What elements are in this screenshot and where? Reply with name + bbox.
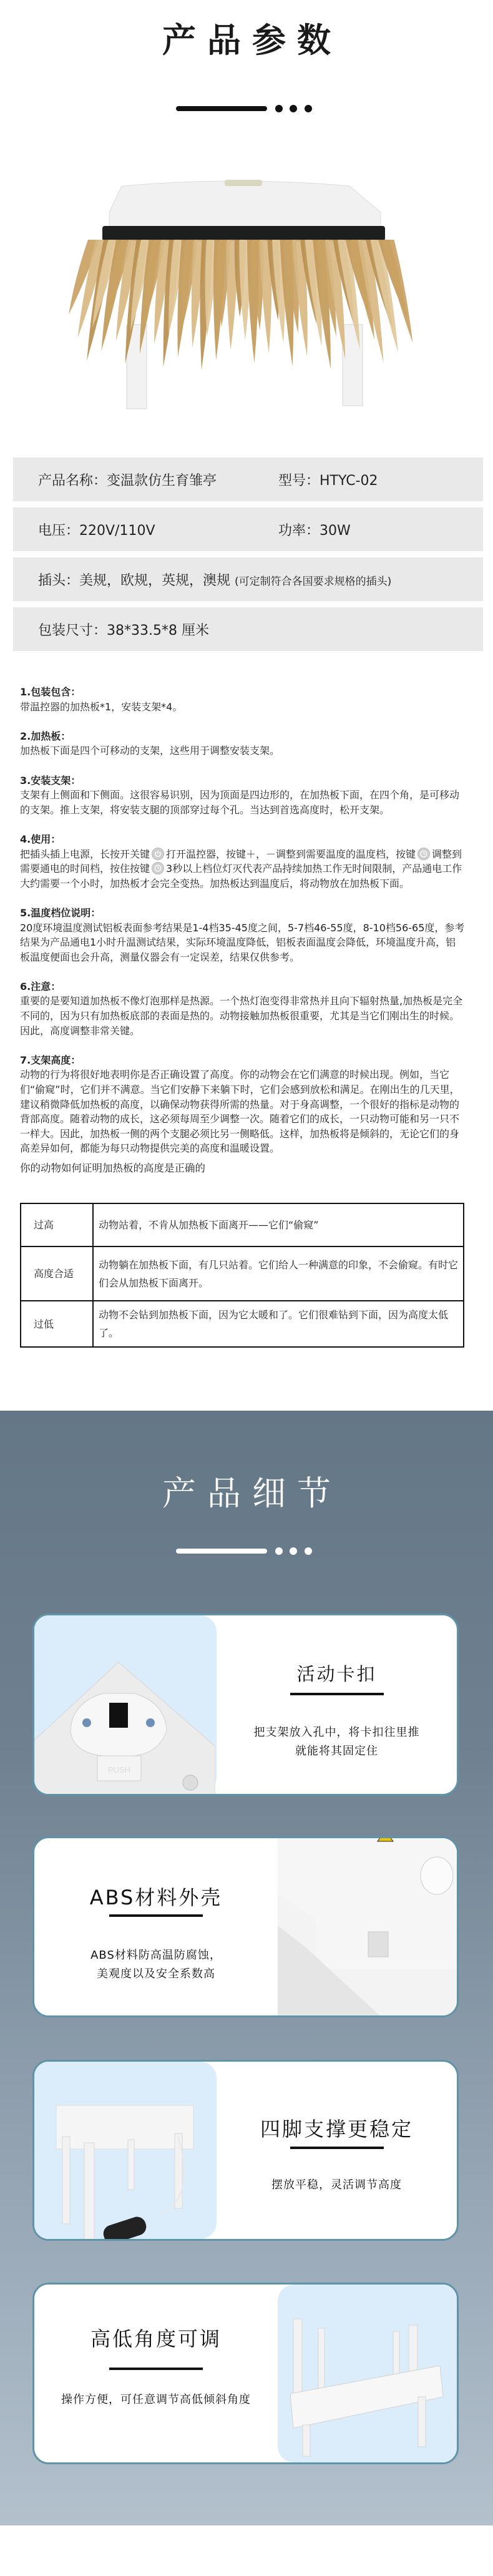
card-title: 活动卡扣 (296, 1663, 377, 1685)
table-intro: 你的动物如何证明加热板的高度是正确的 (20, 1162, 205, 1174)
title-underline (290, 2147, 384, 2149)
table-row (21, 1301, 464, 1347)
card-title: 高低角度可调 (90, 2327, 222, 2351)
clock-button-icon (152, 862, 164, 874)
row-desc: 动物躺在加热板下面，有几只站着。它们给人一种满意的印象，不会偷窥。有时它们会从加热板下面离开。 (93, 1246, 464, 1301)
title-underline (290, 1693, 384, 1695)
section-heading: 5.温度档位说明： (20, 906, 101, 919)
spec-row-name (13, 458, 483, 501)
height-table (20, 1203, 464, 1348)
title-underline (109, 1914, 203, 1917)
table-row (21, 1203, 464, 1246)
detail-card-legs (32, 2060, 459, 2241)
spec-row-size (13, 607, 483, 651)
spec-power: 功率：30W (278, 523, 351, 539)
table-row (21, 1246, 464, 1301)
instructions (20, 685, 466, 1176)
card-title: ABS材料外壳 (89, 1886, 223, 1909)
section-heading: 6.注意： (20, 980, 61, 992)
row-label: 过高 (21, 1203, 93, 1246)
spec-row-electric (13, 507, 483, 551)
usage-text: 3秒以上档位灯灭代表产品持续加热工作无时间限制，产品通电工作大约需要一个小时，加热板才会完全变热。加热板达到温度后，将动物放在加热板下面。 (20, 863, 462, 889)
card-desc: 把支架放入孔中，将卡扣往里推 (253, 1726, 420, 1739)
usage-text: 调整到需要通电的时间档，按住按键 (20, 848, 462, 875)
control-window (225, 180, 262, 186)
legs-image (34, 2062, 217, 2239)
usage-text: 打开温控器，按键＋，－调整到需要温度的温度档，按键 (166, 848, 416, 860)
row-desc: 动物站着，不肯从加热板下面离开——它们“偷窥” (93, 1203, 464, 1246)
section-body: 支架有上侧面和下侧面。这很容易识别，因为顶面是四边形的，在加热板下面，在四个角，是可移动的支架。推上支架，将安装支腿的顶部穿过每个孔。当达到首选高度时，松开支架。 (20, 789, 460, 816)
spec-product-name: 产品名称：变温款仿生育雏亭 (38, 473, 217, 489)
section-heading: 7.支架高度： (20, 1054, 81, 1066)
row-label: 高度合适 (21, 1246, 93, 1301)
abs-text (34, 1838, 278, 2015)
spec-voltage: 电压：220V/110V (38, 523, 155, 539)
section-heading: 4.使用： (20, 833, 61, 845)
card-desc: 就能将其固定住 (295, 1745, 378, 1758)
heater-lid (109, 181, 381, 228)
spec-model: 型号：HTYC-02 (278, 473, 378, 489)
detail-card-abs (32, 1836, 459, 2017)
details-title: 产品细节 (162, 1474, 342, 1513)
section-body: 20度环境温度测试铝板表面参考结果是1-4档35-45度之间，5-7档46-55度，8-10档56-65度，参考结果为产品通电1小时升温测试结果，实际环境温度降低，铝板表面温度会降低，环境温度升高，铝板温度便面也会升高，测量仪器会有一定误差，结果仅供参考。 (20, 921, 465, 963)
card-title: 四脚支撑更稳定 (260, 2117, 413, 2141)
section-heading: 3.安装支架： (20, 774, 81, 786)
card-desc: ABS材料防高温防腐蚀， (90, 1949, 222, 1962)
spec-plug: 插头：美规，欧规，英规，澳规 (38, 573, 231, 589)
product-image-heater-with-feathers (0, 169, 493, 418)
title-underline (109, 2368, 203, 2370)
abs-shell-image (278, 1838, 459, 2015)
section-body: 动物的行为将很好地表明你是否正确设置了高度。你的动物会在它们满意的时候出现。例如，当它们“偷窥”时，它们并不满意。当它们安静下来躺下时，它们会感到放松和满足。在刚出生的几天里，建议稍微降低加热板的高度，以确保动物获得所需的热量。对于身高调整，一个很好的指标是动物的背部高度。随着动物的成长，这必须每周至少调整一次。随着它们的成长，一只动物可能和另一只不一样大。因此，加热板一侧的两个支腿必须比另一侧略低。这样，加热板将是倾斜的，无论它们的身高差异如何，都能为每只动物提供完美的高度和温暖设置。 (20, 1069, 460, 1155)
angle-text (34, 2285, 278, 2462)
row-desc: 动物不会钻到加热板下面，因为它太暖和了。它们很难钻到下面，因为高度太低了。 (93, 1301, 464, 1347)
usage-text: 把插头插上电源，长按开关键 (20, 848, 150, 860)
spec-row-plug (13, 557, 483, 601)
section-heading: 2.加热板： (20, 730, 71, 742)
spec-package-size: 包装尺寸：38*33.5*8 厘米 (38, 623, 209, 639)
card-desc: 美观度以及安全系数高 (97, 1967, 215, 1981)
clip-text (217, 1615, 457, 1794)
clip-image (34, 1615, 217, 1794)
details-divider (176, 1547, 326, 1555)
row-label: 过低 (21, 1301, 93, 1347)
push-label: PUSH (107, 1765, 131, 1775)
power-button-icon (152, 848, 164, 860)
detail-card-angle (32, 2283, 459, 2464)
card-desc: 摆放平稳，灵活调节高度 (271, 2178, 402, 2192)
section-body: 重要的是要知道加热板不像灯泡那样是热源。一个热灯泡变得非常热并且向下辐射热量,加热板是完全不同的，因为只有加热板底部的表面是热的。动物接触加热板很重要，尤其是当它们刚出生的时候。因此，高度调整非常关键。 (20, 995, 463, 1037)
params-title: 产品参数 (162, 21, 342, 60)
section-heading: 1.包装包含： (20, 686, 81, 698)
section-body-usage (20, 847, 466, 891)
angle-image (278, 2285, 459, 2462)
temperature-controller (101, 2215, 149, 2241)
detail-card-clip (32, 1614, 459, 1796)
black-band (102, 226, 385, 241)
spec-plug-note: (可定制符合各国要求规格的插头) (235, 575, 392, 588)
clock-button-icon (417, 848, 430, 860)
section-body: 加热板下面是四个可移动的支架，这些用于调整安装支架。 (20, 745, 280, 757)
legs-text (217, 2062, 457, 2239)
title-divider (176, 104, 326, 113)
section-body: 带温控器的加热板*1，安装支架*4。 (20, 700, 183, 713)
card-desc: 操作方便，可任意调节高低倾斜角度 (61, 2393, 251, 2406)
